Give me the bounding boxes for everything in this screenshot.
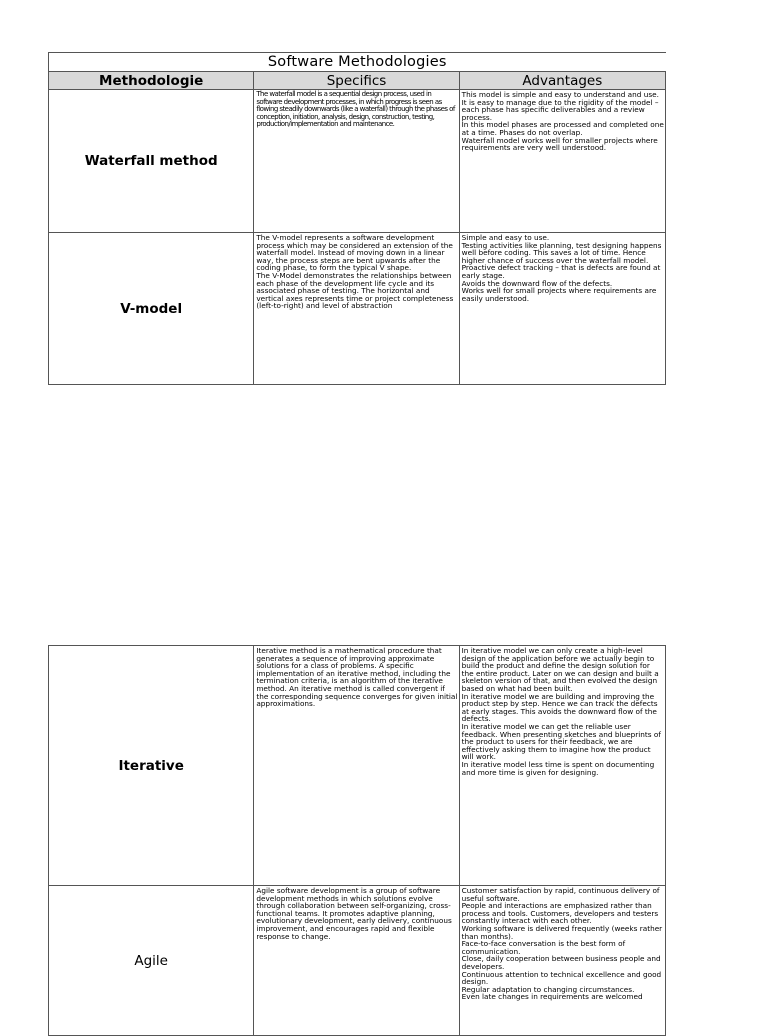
advantage-item: Even late changes in requirements are welcomed bbox=[461, 992, 643, 1002]
advantages-cell bbox=[459, 886, 665, 1036]
advantage-item: Works well for small projects where requirements are easily understood. bbox=[461, 286, 657, 303]
advantage-item: Regular adaptation to changing circumstances. bbox=[461, 984, 635, 994]
advantages-cell bbox=[459, 233, 665, 385]
specifics-text: Agile software development is a group of software development methods in which solutions evolve through collaboration between self-organizing, cross-functional teams. It promotes adaptive planning, evolutionary development, early delivery, continuous improvement, and encourages rapid and flexible response to change. bbox=[256, 886, 452, 941]
advantage-item: Working software is delivered frequently (weeks rather than months). bbox=[461, 923, 663, 941]
advantage-item: Waterfall model works well for smaller projects where requirements are very well understood. bbox=[461, 135, 658, 153]
methodology-name: V-model bbox=[49, 233, 254, 385]
advantage-item: In iterative model less time is spent on documenting and more time is given for designing. bbox=[461, 759, 655, 777]
advantage-item: People and interactions are emphasized rather than process and tools. Customers, developers and testers constantly interact with each other. bbox=[461, 901, 659, 926]
specifics-text: Iterative method is a mathematical procedure that generates a sequence of improving approximate solutions for a class of problems. A specific implementation of an iterative method, including the termination criteria, is an algorithm of the iterative method. An iterative method is called convergent if the corresponding sequence converges for given initial approximations. bbox=[256, 646, 458, 709]
advantage-item: Simple and easy to use. bbox=[461, 233, 550, 242]
advantages-cell bbox=[459, 646, 665, 886]
table-row-iterative bbox=[49, 646, 666, 886]
table-row-waterfall bbox=[49, 90, 666, 233]
methodology-name: Iterative bbox=[49, 646, 254, 886]
advantage-item: Face-to-face conversation is the best form of communication. bbox=[461, 939, 626, 956]
methodology-name: Waterfall method bbox=[49, 90, 254, 233]
advantage-item: Proactive defect tracking – that is defects are found at early stage. bbox=[461, 263, 661, 280]
specifics-text: The V-Model demonstrates the relationships between each phase of the development life cycle and its associated phase of testing. The horizontal and vertical axes represents time or project completeness (left-to-right) and level of abstraction bbox=[256, 270, 454, 311]
advantage-item: Continuous attention to technical excellence and good design. bbox=[461, 969, 662, 987]
advantage-item: Avoids the downward flow of the defects. bbox=[461, 278, 613, 288]
advantage-item: Close, daily cooperation between business people and developers. bbox=[461, 954, 661, 971]
specifics-cell bbox=[254, 886, 459, 1036]
advantage-item: In iterative model we can only create a high-level design of the application before we actually begin to build the product and define the design solution for the entire product. Later on we can design and built a skeleton version of that, and then evolved the design based on what had been built. bbox=[461, 646, 659, 693]
table-row-vmodel bbox=[49, 233, 666, 385]
advantage-item: This model is simple and easy to understand and use. bbox=[461, 90, 659, 99]
specifics-text: The waterfall model is a sequential design process, used in software development processes, in which progress is seen as flowing steadily downwards (like a waterfall) through the phases of conception, initiation, analysis, design, construction, testing, production/implementation and maintenance. bbox=[256, 90, 455, 129]
methodologies-table bbox=[48, 52, 666, 385]
header-advantages: Advantages bbox=[459, 72, 665, 90]
specifics-cell bbox=[254, 90, 459, 233]
table-row-agile bbox=[49, 886, 666, 1036]
advantage-item: In iterative model we are building and improving the product step by step. Hence we can track the defects at early stages. This avoids the downward flow of the defects. bbox=[461, 691, 658, 724]
specifics-cell bbox=[254, 646, 459, 886]
header-specifics: Specifics bbox=[254, 72, 459, 90]
specifics-cell bbox=[254, 233, 459, 385]
methodologies-table-continued bbox=[48, 645, 666, 1036]
advantage-item: Customer satisfaction by rapid, continuous delivery of useful software. bbox=[461, 886, 660, 903]
advantage-item: Testing activities like planning, test designing happens well before coding. This saves a lot of time. Hence higher chance of success over the waterfall model. bbox=[461, 240, 662, 265]
methodology-name: Agile bbox=[49, 886, 254, 1036]
advantage-item: It is easy to manage due to the rigidity of the model – each phase has specific deliverables and a review process. bbox=[461, 97, 659, 122]
advantage-item: In iterative model we can get the reliable user feedback. When presenting sketches and blueprints of the product to users for their feedback, we are effectively asking them to imagine how the product will work. bbox=[461, 721, 661, 762]
specifics-text: The V-model represents a software development process which may be considered an extension of the waterfall model. Instead of moving down in a linear way, the process steps are bent upwards after the coding phase, to form the typical V shape. bbox=[256, 233, 453, 273]
header-methodologie: Methodologie bbox=[49, 72, 254, 90]
table-title: Software Methodologies bbox=[49, 53, 666, 72]
advantage-item: In this model phases are processed and completed one at a time. Phases do not overlap. bbox=[461, 120, 664, 137]
advantages-cell bbox=[459, 90, 665, 233]
